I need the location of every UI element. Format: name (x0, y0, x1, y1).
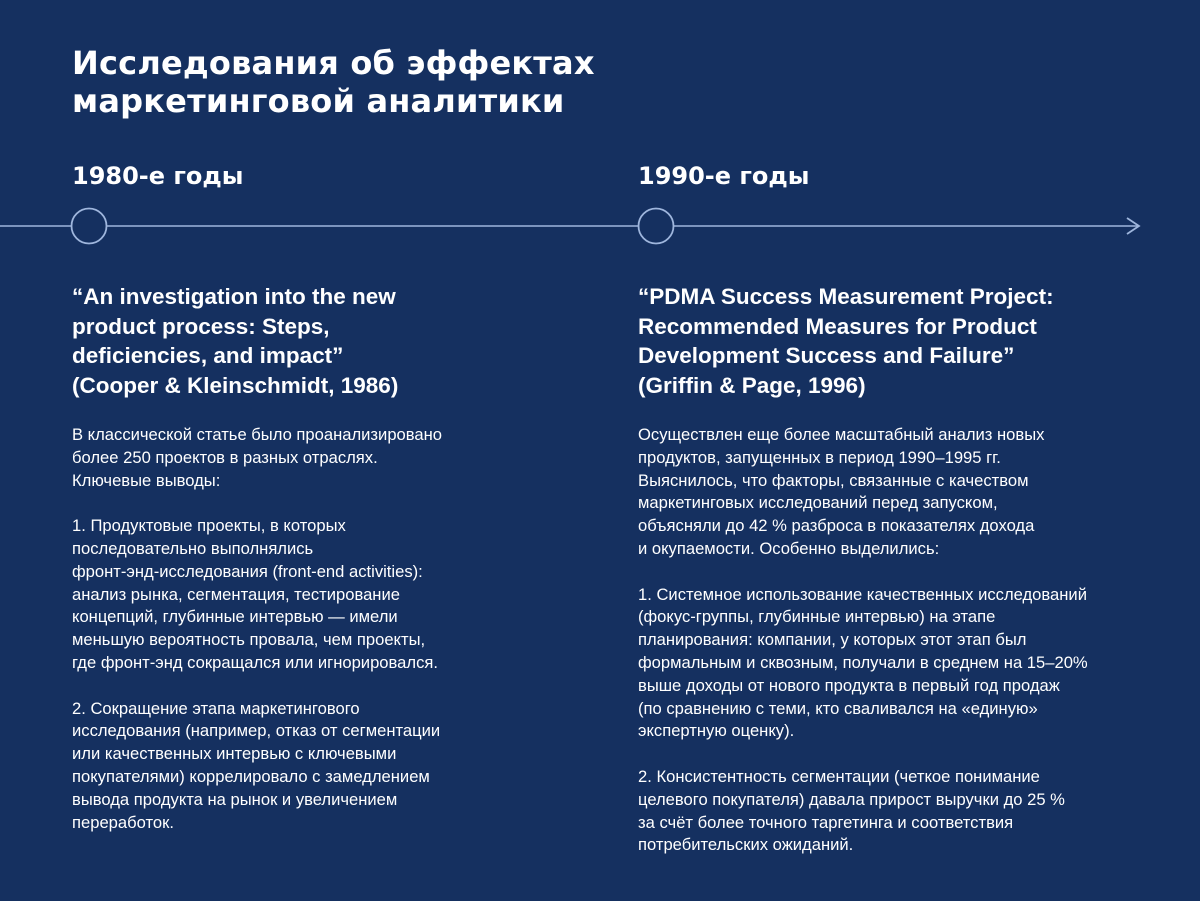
study-1980s (72, 282, 582, 834)
finding-1-line: где фронт-энд сокращался или игнорировался. (72, 652, 438, 672)
finding-2-line: 2. Сокращение этапа маркетингового (72, 698, 360, 718)
finding-1-line: 1. Системное использование качественных исследований (638, 584, 1087, 604)
finding-1-line: последовательно выполнялись (72, 538, 314, 558)
finding-1-line: экспертную оценку). (638, 721, 795, 741)
study-title-line: “An investigation into the new (72, 284, 396, 309)
finding-1-line: (по сравнению с теми, кто сваливался на «единую» (638, 698, 1038, 718)
finding-1-line: фронт-энд-исследования (front-end activities): (72, 561, 423, 581)
finding-1-line: формальным и сквозным, получали в среднем на 15–20% (638, 652, 1088, 672)
study-title-line: deficiencies, and impact” (72, 343, 344, 368)
study-intro-line: и окупаемости. Особенно выделились: (638, 538, 940, 558)
period-label-1980s: 1980-е годы (72, 162, 244, 190)
timeline (0, 207, 1200, 247)
study-body (72, 424, 582, 834)
finding-2-line: вывода продукта на рынок и увеличением (72, 789, 398, 809)
timeline-node-1990s-icon (639, 209, 674, 244)
study-citation: (Cooper & Kleinschmidt, 1986) (72, 372, 399, 398)
study-intro-line: объясняли до 42 % разброса в показателях дохода (638, 516, 1035, 536)
finding-2-line: исследования (например, отказ от сегментации (72, 721, 441, 741)
study-intro-line: более 250 проектов в разных отраслях. (72, 447, 378, 467)
finding-2-line: переработок. (72, 812, 175, 832)
finding-1-line: меньшую вероятность провала, чем проекты, (72, 630, 426, 650)
period-label-1990s: 1990-е годы (638, 162, 810, 190)
finding-1-line: анализ рынка, сегментация, тестирование (72, 584, 400, 604)
study-intro-line: Ключевые выводы: (72, 470, 221, 490)
study-body (638, 424, 1148, 857)
finding-1-line: выше доходы от нового продукта в первый год продаж (638, 675, 1060, 695)
finding-1-line: концепций, глубинные интервью — имели (72, 607, 398, 627)
study-intro-line: Осуществлен еще более масштабный анализ новых (638, 425, 1045, 444)
study-intro-line: Выяснилось, что факторы, связанные с качеством (638, 470, 1029, 490)
study-title-line: product process: Steps, (72, 313, 330, 339)
study-citation: (Griffin & Page, 1996) (638, 372, 866, 398)
page-title-line-1: Исследования об эффектах (72, 44, 595, 82)
study-title-line: “PDMA Success Measurement Project: (638, 284, 1054, 309)
finding-2-line: 2. Консистентность сегментации (четкое понимание (638, 766, 1040, 786)
timeline-node-1980s-icon (72, 209, 107, 244)
study-title-line: Recommended Measures for Product (638, 313, 1037, 339)
study-title (72, 282, 582, 400)
finding-1-line: (фокус-группы, глубинные интервью) на этапе (638, 607, 996, 627)
study-intro-line: маркетинговых исследований перед запуском, (638, 493, 998, 513)
study-intro-line: продуктов, запущенных в период 1990–1995 гг. (638, 447, 1001, 467)
finding-1-line: 1. Продуктовые проекты, в которых (72, 516, 346, 536)
study-intro-line: В классической статье было проанализировано (72, 425, 443, 444)
study-title (638, 282, 1148, 400)
page-title (72, 44, 872, 120)
finding-2-line: потребительских ожиданий. (638, 835, 854, 855)
study-1990s (638, 282, 1148, 857)
study-title-line: Development Success and Failure” (638, 343, 1015, 368)
finding-2-line: за счёт более точного таргетинга и соответствия (638, 812, 1014, 832)
page-title-line-2: маркетинговой аналитики (72, 82, 565, 120)
finding-2-line: или качественных интервью с ключевыми (72, 744, 397, 764)
finding-2-line: покупателями) коррелировало с замедлением (72, 766, 430, 786)
finding-1-line: планирования: компании, у которых этот этап был (638, 630, 1027, 650)
finding-2-line: целевого покупателя) давала прирост выручки до 25 % (638, 789, 1065, 809)
